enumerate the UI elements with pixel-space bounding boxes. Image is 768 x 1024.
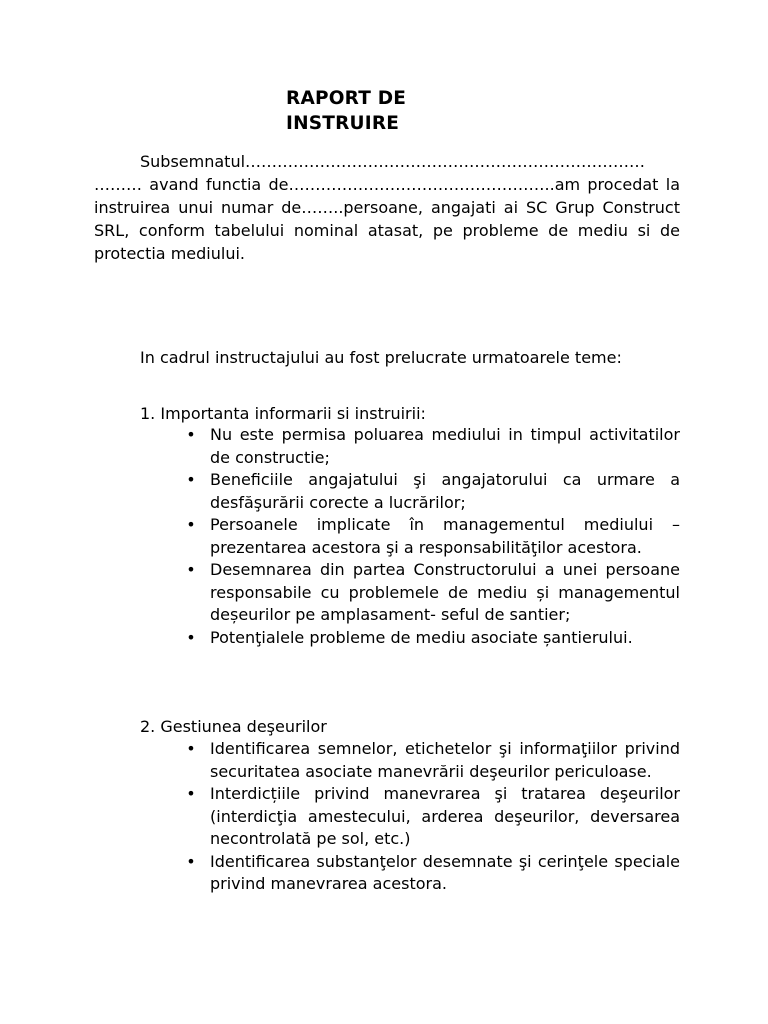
list-item-text: Interdicțiile privind manevrarea şi tratarea deşeurilor (interdicţia amestecului, arderea deşeurilor, deversarea necontrolată pe sol, etc.) [210, 784, 680, 848]
list-item [186, 851, 680, 896]
bullet-icon: • [186, 560, 196, 579]
intro-paragraph: Subsemnatul………………………………………………………………… ……… avand functia de…………………………………………..am procedat la instruirea unui numar de……..persoane, angajati ai SC Grup Construct SRL, conform tabelului nominal atasat, pe probleme de mediu si de protectia mediului. [94, 152, 680, 263]
title-line-2: INSTRUIRE [286, 113, 400, 134]
section-1-list [186, 424, 680, 649]
list-item [186, 627, 680, 650]
list-item-text: Identificarea semnelor, etichetelor şi informaţiilor privind securitatea asociate manevrării deşeurilor periculoase. [210, 739, 680, 781]
bullet-icon: • [186, 851, 196, 871]
list-item-text: Beneficiile angajatului şi angajatorului ca urmare a desfăşurării corecte a lucrărilor; [210, 470, 680, 512]
bullet-icon: • [186, 784, 196, 803]
bullet-icon: • [186, 739, 196, 758]
title-line-1: RAPORT DE [286, 88, 407, 109]
list-item [186, 783, 680, 851]
list-item-text: Persoanele implicate în managementul mediului – prezentarea acestora şi a responsabilităţilor acestora. [210, 515, 680, 557]
section-2-list [186, 738, 680, 896]
themes-paragraph: In cadrul instructajului au fost prelucrate urmatoarele teme: [140, 348, 622, 367]
bullet-icon: • [186, 470, 196, 489]
list-item-text: Identificarea substanţelor desemnate şi cerinţele speciale privind manevrarea acestora. [210, 851, 680, 893]
list-item-text: Nu este permisa poluarea mediului in timpul activitatilor de constructie; [210, 425, 680, 467]
list-item [186, 738, 680, 783]
list-item [186, 559, 680, 627]
list-item-text: Desemnarea din partea Constructorului a unei persoane responsabile cu problemele de mediu și managementul deșeurilor pe amplasament- seful de santier; [210, 560, 680, 624]
list-item [186, 424, 680, 469]
section-2-heading: 2. Gestiunea deşeurilor [140, 717, 327, 736]
list-item [186, 514, 680, 559]
bullet-icon: • [186, 627, 196, 647]
document-title [286, 86, 486, 136]
bullet-icon: • [186, 515, 196, 534]
section-1-heading: 1. Importanta informarii si instruirii: [140, 404, 426, 423]
bullet-icon: • [186, 425, 196, 444]
list-item [186, 469, 680, 514]
list-item-text: Potenţialele probleme de mediu asociate șantierului. [210, 627, 633, 647]
